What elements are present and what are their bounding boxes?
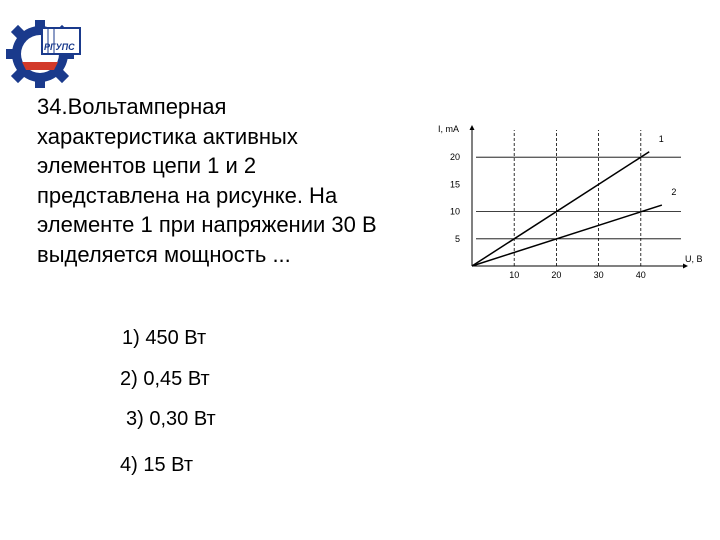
chart-svg: [430, 112, 720, 302]
logo-text: РГУПС: [44, 42, 75, 52]
answer-option-4[interactable]: 4) 15 Вт: [120, 454, 193, 476]
answer-option-1[interactable]: 1) 450 Вт: [122, 327, 207, 349]
question-line: выделяется мощность ...: [37, 241, 291, 267]
series-label-2: 2: [671, 187, 677, 198]
question-line: характеристика активных: [37, 123, 298, 149]
question-line: элементе 1 при напряжении 30 В: [37, 212, 377, 237]
y-axis-arrow: [470, 125, 475, 130]
y-axis-label: I, mA: [438, 124, 460, 134]
question-line: представлена на рисунке. На: [37, 182, 338, 208]
university-logo: [2, 10, 86, 94]
answer-option-3[interactable]: 3) 0,30 Вт: [126, 408, 216, 430]
x-tick-label: 40: [635, 270, 646, 280]
question-text: [37, 92, 437, 269]
x-axis-label: U, B: [685, 254, 703, 264]
x-tick-label: 30: [593, 270, 604, 280]
y-tick-label: 5: [454, 233, 460, 244]
series-line-2: [472, 205, 662, 266]
gear-logo-icon: [2, 10, 86, 94]
iv-characteristic-chart: [430, 112, 720, 302]
series-label-1: 1: [658, 133, 664, 144]
question-line: элементов цепи 1 и 2: [37, 153, 257, 178]
question-line: 34.Вольтамперная: [37, 94, 227, 119]
y-tick-label: 20: [449, 152, 460, 163]
y-tick-label: 10: [449, 206, 460, 217]
series-line-1: [472, 152, 649, 266]
x-tick-label: 20: [551, 270, 562, 280]
x-tick-label: 10: [509, 270, 520, 280]
y-tick-label: 15: [449, 179, 460, 190]
x-axis-arrow: [683, 264, 688, 269]
answer-option-2[interactable]: 2) 0,45 Вт: [120, 368, 210, 390]
